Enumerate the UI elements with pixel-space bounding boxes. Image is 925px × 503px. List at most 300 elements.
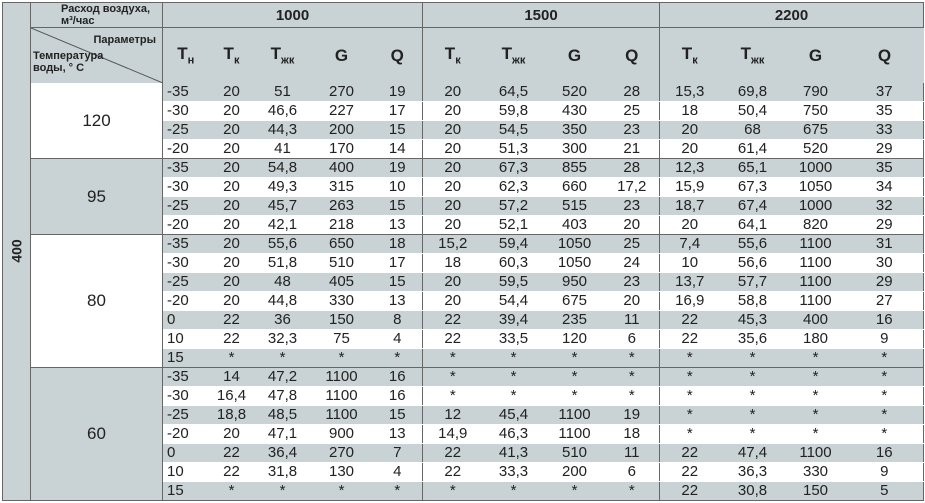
param-symbol: G bbox=[334, 45, 349, 65]
table-cell: 350 bbox=[545, 121, 605, 140]
table-cell: 520 bbox=[786, 140, 846, 159]
table-cell: * bbox=[483, 387, 545, 406]
table-cell: -35 bbox=[163, 235, 209, 254]
table-cell: 1100 bbox=[786, 292, 846, 311]
table-cell: 1000 bbox=[786, 159, 846, 178]
param-subscript: жк bbox=[281, 54, 295, 67]
table-cell: 15 bbox=[373, 406, 423, 425]
table-cell: 24 bbox=[605, 254, 660, 273]
table-cell: 20 bbox=[209, 425, 255, 444]
table-cell: 32 bbox=[846, 197, 924, 216]
table-cell: 54,5 bbox=[483, 121, 545, 140]
table-cell: 51 bbox=[255, 83, 311, 102]
table-cell: 1100 bbox=[311, 368, 373, 387]
table-cell: 330 bbox=[311, 292, 373, 311]
table-cell: * bbox=[483, 482, 545, 501]
table-cell: 17,2 bbox=[605, 178, 660, 197]
table-cell: -25 bbox=[163, 406, 209, 425]
table-cell: 20 bbox=[660, 140, 720, 159]
table-cell: 46,6 bbox=[255, 102, 311, 121]
table-cell: 1000 bbox=[786, 197, 846, 216]
param-symbol: Т bbox=[444, 44, 456, 64]
table-cell: * bbox=[373, 349, 423, 368]
table-cell: * bbox=[423, 368, 483, 387]
table-cell: 35,6 bbox=[720, 330, 786, 349]
table-cell: 16 bbox=[846, 444, 924, 463]
param-symbol: Т bbox=[501, 44, 513, 64]
table-cell: 200 bbox=[545, 463, 605, 482]
table-cell: * bbox=[786, 406, 846, 425]
table-cell: 52,1 bbox=[483, 216, 545, 235]
water-temp-label-line1: Температура bbox=[33, 50, 104, 62]
param-symbol: Т bbox=[270, 44, 282, 64]
table-cell: -30 bbox=[163, 178, 209, 197]
table-cell: 20 bbox=[423, 102, 483, 121]
table-cell: 15 bbox=[163, 349, 209, 368]
table-cell: 31,8 bbox=[255, 463, 311, 482]
table-cell: 200 bbox=[311, 121, 373, 140]
param-subscript: н bbox=[187, 54, 195, 67]
table-cell: * bbox=[786, 349, 846, 368]
table-cell: * bbox=[545, 482, 605, 501]
table-cell: * bbox=[311, 349, 373, 368]
table-cell: 10 bbox=[163, 330, 209, 349]
table-cell: 20 bbox=[209, 102, 255, 121]
table-cell: 22 bbox=[209, 330, 255, 349]
table-cell: 1050 bbox=[545, 254, 605, 273]
table-cell: 59,8 bbox=[483, 102, 545, 121]
table-cell: 51,3 bbox=[483, 140, 545, 159]
table-cell: 18,8 bbox=[209, 406, 255, 425]
table-cell: 1100 bbox=[545, 406, 605, 425]
table-cell: 13,7 bbox=[660, 273, 720, 292]
param-header-1000-Q bbox=[373, 28, 423, 84]
table-row bbox=[3, 159, 924, 178]
table-cell: 20 bbox=[209, 121, 255, 140]
table-cell: * bbox=[483, 349, 545, 368]
table-cell: * bbox=[720, 368, 786, 387]
table-cell: 20 bbox=[209, 83, 255, 102]
param-symbol: Q bbox=[390, 45, 404, 65]
table-cell: * bbox=[720, 406, 786, 425]
table-cell: * bbox=[545, 349, 605, 368]
table-cell: 64,5 bbox=[483, 83, 545, 102]
table-cell: 18,7 bbox=[660, 197, 720, 216]
table-cell: 22 bbox=[660, 463, 720, 482]
table-cell: 820 bbox=[786, 216, 846, 235]
param-subscript: к bbox=[233, 54, 240, 67]
table-cell: 10 bbox=[163, 463, 209, 482]
table-cell: * bbox=[423, 387, 483, 406]
param-header-2200-Q bbox=[846, 28, 924, 84]
table-cell: * bbox=[209, 349, 255, 368]
table-cell: 47,4 bbox=[720, 444, 786, 463]
table-cell: 510 bbox=[311, 254, 373, 273]
table-cell: * bbox=[846, 387, 924, 406]
table-cell: * bbox=[660, 406, 720, 425]
table-cell: 59,5 bbox=[483, 273, 545, 292]
table-cell: 29 bbox=[846, 216, 924, 235]
table-cell: 20 bbox=[423, 83, 483, 102]
table-cell: 9 bbox=[846, 330, 924, 349]
table-cell: 45,7 bbox=[255, 197, 311, 216]
table-cell: 45,3 bbox=[720, 311, 786, 330]
param-symbol: Q bbox=[877, 45, 892, 65]
table-cell: 6 bbox=[605, 330, 660, 349]
table-cell: * bbox=[545, 387, 605, 406]
group-header-2200: 2200 bbox=[660, 3, 924, 28]
table-cell: 22 bbox=[209, 311, 255, 330]
table-row bbox=[3, 235, 924, 254]
table-cell: 47,8 bbox=[255, 387, 311, 406]
table-cell: 49,3 bbox=[255, 178, 311, 197]
table-cell: 7 bbox=[373, 444, 423, 463]
table-cell: 44,8 bbox=[255, 292, 311, 311]
table-cell: -35 bbox=[163, 159, 209, 178]
table-cell: 17 bbox=[373, 102, 423, 121]
table-cell: 22 bbox=[423, 330, 483, 349]
table-cell: 16,4 bbox=[209, 387, 255, 406]
water-temp-cell: 95 bbox=[31, 159, 163, 235]
param-header-1000-G bbox=[311, 28, 373, 84]
table-cell: 47,1 bbox=[255, 425, 311, 444]
table-cell: 270 bbox=[311, 444, 373, 463]
table-cell: 20 bbox=[423, 121, 483, 140]
table-cell: 56,6 bbox=[720, 254, 786, 273]
table-cell: -30 bbox=[163, 102, 209, 121]
table-cell: * bbox=[660, 387, 720, 406]
table-cell: 55,6 bbox=[720, 235, 786, 254]
table-cell: 51,8 bbox=[255, 254, 311, 273]
table-cell: 1100 bbox=[786, 235, 846, 254]
table-cell: 18 bbox=[660, 102, 720, 121]
table-cell: 16,9 bbox=[660, 292, 720, 311]
water-temp-label-line2: воды, ° С bbox=[33, 62, 85, 74]
table-cell: 20 bbox=[209, 140, 255, 159]
table-cell: 44,3 bbox=[255, 121, 311, 140]
table-cell: 403 bbox=[545, 216, 605, 235]
table-cell: 54,8 bbox=[255, 159, 311, 178]
param-symbol: G bbox=[567, 45, 582, 65]
table-cell: 22 bbox=[660, 482, 720, 501]
table-cell: -25 bbox=[163, 273, 209, 292]
table-cell: 58,8 bbox=[720, 292, 786, 311]
param-symbol: Т bbox=[681, 44, 693, 64]
table-cell: -25 bbox=[163, 121, 209, 140]
table-cell: -35 bbox=[163, 83, 209, 102]
table-cell: 150 bbox=[786, 482, 846, 501]
table-cell: 20 bbox=[660, 216, 720, 235]
table-cell: 1100 bbox=[311, 406, 373, 425]
table-cell: 790 bbox=[786, 83, 846, 102]
table-cell: 9 bbox=[846, 463, 924, 482]
table-cell: -30 bbox=[163, 387, 209, 406]
table-cell: 20 bbox=[423, 273, 483, 292]
param-symbol: Т bbox=[223, 44, 234, 64]
table-cell: 39,4 bbox=[483, 311, 545, 330]
param-subscript: к bbox=[455, 54, 461, 67]
table-cell: 1100 bbox=[545, 425, 605, 444]
table-cell: 16 bbox=[373, 368, 423, 387]
table-cell: 68 bbox=[720, 121, 786, 140]
table-cell: -20 bbox=[163, 216, 209, 235]
table-cell: 7,4 bbox=[660, 235, 720, 254]
param-header-1500-Тк bbox=[423, 28, 483, 84]
table-cell: * bbox=[255, 349, 311, 368]
table-cell: 65,1 bbox=[720, 159, 786, 178]
table-row bbox=[3, 368, 924, 387]
table-cell: 29 bbox=[846, 140, 924, 159]
water-temp-cell: 80 bbox=[31, 235, 163, 368]
table-cell: 15 bbox=[163, 482, 209, 501]
table-cell: 270 bbox=[311, 83, 373, 102]
table-cell: 46,3 bbox=[483, 425, 545, 444]
table-cell: * bbox=[373, 482, 423, 501]
table-cell: 19 bbox=[605, 406, 660, 425]
table-cell: 17 bbox=[373, 254, 423, 273]
table-cell: 430 bbox=[545, 102, 605, 121]
table-cell: 27 bbox=[846, 292, 924, 311]
table-cell: 10 bbox=[373, 178, 423, 197]
param-header-2200-Тжк bbox=[720, 28, 786, 84]
table-cell: * bbox=[311, 482, 373, 501]
table-cell: 180 bbox=[786, 330, 846, 349]
table-cell: * bbox=[786, 368, 846, 387]
table-cell: 1050 bbox=[786, 178, 846, 197]
table-cell: 20 bbox=[209, 216, 255, 235]
table-cell: 20 bbox=[605, 216, 660, 235]
table-cell: 14 bbox=[373, 140, 423, 159]
water-temp-label bbox=[33, 50, 103, 74]
param-header-1500-G bbox=[545, 28, 605, 84]
table-cell: * bbox=[786, 387, 846, 406]
table-cell: -20 bbox=[163, 292, 209, 311]
table-cell: 31 bbox=[846, 235, 924, 254]
param-subscript: жк bbox=[512, 54, 526, 67]
param-header-1500-Q bbox=[605, 28, 660, 84]
table-cell: 1050 bbox=[545, 235, 605, 254]
table-cell: * bbox=[423, 349, 483, 368]
table-cell: 400 bbox=[311, 159, 373, 178]
table-cell: * bbox=[605, 482, 660, 501]
table-cell: 14,9 bbox=[423, 425, 483, 444]
table-cell: 67,3 bbox=[720, 178, 786, 197]
table-cell: 855 bbox=[545, 159, 605, 178]
param-symbol: G bbox=[808, 45, 823, 65]
param-header-1000-Тжк bbox=[255, 28, 311, 84]
table-cell: 19 bbox=[373, 159, 423, 178]
table-cell: 57,7 bbox=[720, 273, 786, 292]
table-cell: 22 bbox=[423, 311, 483, 330]
table-cell: 30 bbox=[846, 254, 924, 273]
table-cell: 22 bbox=[423, 463, 483, 482]
table-cell: 12 bbox=[423, 406, 483, 425]
table-cell: 510 bbox=[545, 444, 605, 463]
side-label: 400 bbox=[8, 239, 25, 263]
table-cell: 15,3 bbox=[660, 83, 720, 102]
table-cell: 41,3 bbox=[483, 444, 545, 463]
table-cell: 48,5 bbox=[255, 406, 311, 425]
table-cell: 20 bbox=[209, 292, 255, 311]
table-cell: * bbox=[846, 406, 924, 425]
table-cell: 41 bbox=[255, 140, 311, 159]
water-temp-cell: 120 bbox=[31, 83, 163, 159]
table-cell: 12,3 bbox=[660, 159, 720, 178]
table-cell: 42,1 bbox=[255, 216, 311, 235]
table-cell: 20 bbox=[423, 159, 483, 178]
table-cell: 130 bbox=[311, 463, 373, 482]
table-cell: 4 bbox=[373, 330, 423, 349]
table-cell: 32,3 bbox=[255, 330, 311, 349]
table-cell: 520 bbox=[545, 83, 605, 102]
water-temp-cell: 60 bbox=[31, 368, 163, 501]
table-cell: 23 bbox=[605, 121, 660, 140]
table-cell: 57,2 bbox=[483, 197, 545, 216]
table-cell: * bbox=[605, 387, 660, 406]
table-cell: 16 bbox=[373, 387, 423, 406]
table-cell: * bbox=[786, 425, 846, 444]
table-cell: -30 bbox=[163, 254, 209, 273]
table-cell: 20 bbox=[423, 178, 483, 197]
params-label: Параметры bbox=[93, 34, 156, 46]
table-cell: * bbox=[846, 349, 924, 368]
table-cell: 28 bbox=[605, 83, 660, 102]
table-cell: 55,6 bbox=[255, 235, 311, 254]
param-header-1000-Тн bbox=[163, 28, 209, 84]
table-cell: 950 bbox=[545, 273, 605, 292]
table-cell: 13 bbox=[373, 216, 423, 235]
table-cell: 263 bbox=[311, 197, 373, 216]
table-cell: * bbox=[720, 349, 786, 368]
table-cell: 59,4 bbox=[483, 235, 545, 254]
table-cell: * bbox=[605, 368, 660, 387]
table-cell: 19 bbox=[373, 83, 423, 102]
table-cell: 15,9 bbox=[660, 178, 720, 197]
table-cell: 300 bbox=[545, 140, 605, 159]
table-cell: 22 bbox=[660, 444, 720, 463]
table-cell: 54,4 bbox=[483, 292, 545, 311]
param-subscript: к bbox=[692, 54, 698, 67]
table-cell: 8 bbox=[373, 311, 423, 330]
table-cell: 4 bbox=[373, 463, 423, 482]
table-cell: 37 bbox=[846, 83, 924, 102]
table-cell: 227 bbox=[311, 102, 373, 121]
table-cell: * bbox=[720, 387, 786, 406]
table-cell: 18 bbox=[373, 235, 423, 254]
table-cell: 33,5 bbox=[483, 330, 545, 349]
table-cell: 20 bbox=[423, 197, 483, 216]
table-cell: -25 bbox=[163, 197, 209, 216]
side-label-cell bbox=[3, 3, 31, 501]
table-cell: 1100 bbox=[311, 387, 373, 406]
table-cell: 1100 bbox=[786, 254, 846, 273]
table-cell: 16 bbox=[846, 311, 924, 330]
table-row bbox=[3, 83, 924, 102]
table-cell: 33 bbox=[846, 121, 924, 140]
table-cell: * bbox=[660, 425, 720, 444]
table-cell: 20 bbox=[423, 292, 483, 311]
group-header-1500: 1500 bbox=[423, 3, 660, 28]
table-cell: 62,3 bbox=[483, 178, 545, 197]
table-cell: * bbox=[846, 368, 924, 387]
table-cell: * bbox=[483, 368, 545, 387]
table-cell: 25 bbox=[605, 102, 660, 121]
table-cell: 20 bbox=[209, 159, 255, 178]
table-cell: 515 bbox=[545, 197, 605, 216]
table-cell: 33,3 bbox=[483, 463, 545, 482]
table-cell: 36,3 bbox=[720, 463, 786, 482]
param-header-1000-Тк bbox=[209, 28, 255, 84]
table-cell: 25 bbox=[605, 235, 660, 254]
param-diagonal-header bbox=[31, 28, 163, 84]
table-cell: 11 bbox=[605, 444, 660, 463]
table-cell: 650 bbox=[311, 235, 373, 254]
table-cell: 235 bbox=[545, 311, 605, 330]
table-cell: 20 bbox=[209, 197, 255, 216]
table-cell: 660 bbox=[545, 178, 605, 197]
table-cell: 13 bbox=[373, 292, 423, 311]
table-cell: 45,4 bbox=[483, 406, 545, 425]
table-cell: 20 bbox=[209, 235, 255, 254]
table-cell: 20 bbox=[209, 178, 255, 197]
table-cell: 400 bbox=[786, 311, 846, 330]
table-cell: 21 bbox=[605, 140, 660, 159]
table-cell: 14 bbox=[209, 368, 255, 387]
param-header-1500-Тжк bbox=[483, 28, 545, 84]
table-cell: 15 bbox=[373, 273, 423, 292]
table-cell: * bbox=[255, 482, 311, 501]
table-cell: 64,1 bbox=[720, 216, 786, 235]
table-cell: -35 bbox=[163, 368, 209, 387]
table-cell: 61,4 bbox=[720, 140, 786, 159]
table-cell: 0 bbox=[163, 311, 209, 330]
param-symbol: Q bbox=[625, 45, 639, 65]
param-symbol: Т bbox=[177, 44, 188, 64]
table-cell: 120 bbox=[545, 330, 605, 349]
table-cell: 28 bbox=[605, 159, 660, 178]
table-cell: * bbox=[209, 482, 255, 501]
table-cell: 15 bbox=[373, 197, 423, 216]
table-cell: 22 bbox=[209, 444, 255, 463]
table-cell: 67,3 bbox=[483, 159, 545, 178]
table-cell: 20 bbox=[605, 292, 660, 311]
table-cell: 69,8 bbox=[720, 83, 786, 102]
table-cell: 23 bbox=[605, 197, 660, 216]
table-cell: 6 bbox=[605, 463, 660, 482]
table-cell: 218 bbox=[311, 216, 373, 235]
table-cell: 18 bbox=[605, 425, 660, 444]
table-cell: 170 bbox=[311, 140, 373, 159]
table-cell: 0 bbox=[163, 444, 209, 463]
param-header-2200-G bbox=[786, 28, 846, 84]
table-cell: 60,3 bbox=[483, 254, 545, 273]
table-cell: * bbox=[660, 368, 720, 387]
table-cell: 315 bbox=[311, 178, 373, 197]
table-cell: 67,4 bbox=[720, 197, 786, 216]
table-cell: 15,2 bbox=[423, 235, 483, 254]
table-cell: 18 bbox=[423, 254, 483, 273]
table-cell: * bbox=[660, 349, 720, 368]
table-cell: 30,8 bbox=[720, 482, 786, 501]
table-cell: 1100 bbox=[786, 273, 846, 292]
airflow-label: Расход воздуха, м³/час bbox=[31, 3, 163, 28]
table-cell: 405 bbox=[311, 273, 373, 292]
param-subscript: жк bbox=[751, 54, 765, 67]
table-cell: -20 bbox=[163, 140, 209, 159]
performance-table bbox=[2, 2, 924, 501]
table-cell: 20 bbox=[660, 121, 720, 140]
table-cell: 750 bbox=[786, 102, 846, 121]
